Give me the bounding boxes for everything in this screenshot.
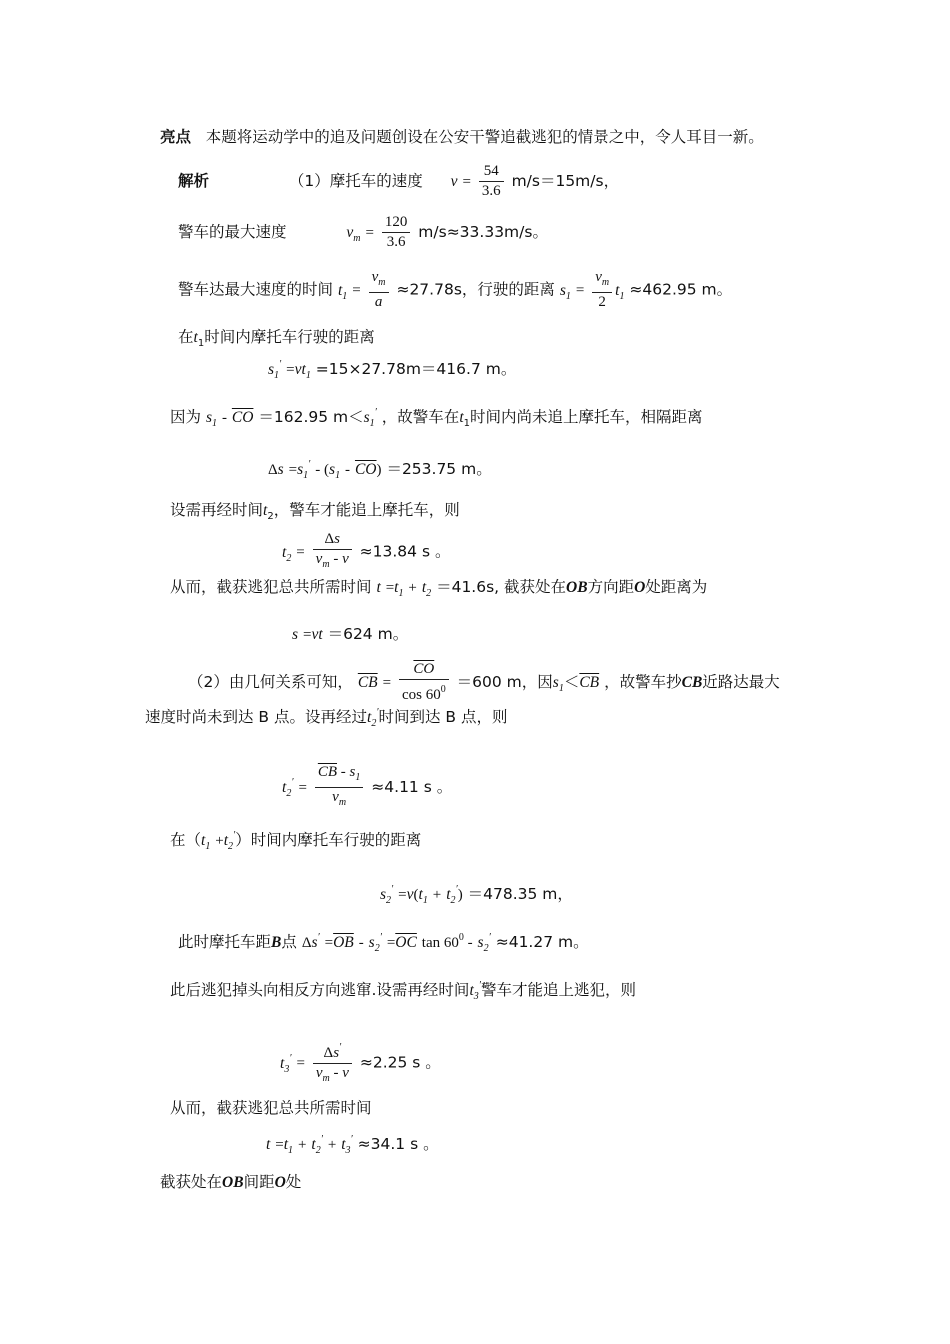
part1-intro: （1）摩托车的速度 [288, 172, 423, 190]
max-speed-fraction: $\frac{120}{3.6}$ [382, 213, 411, 252]
line-t-sum: $t =t_1 + t_2' + t_3' \approx 34.1$ s 。 [266, 1134, 439, 1156]
line-t2prime: $t_2'$ = $\frac{\overline{CB} - s_1}{v_m}$ ≈4.11 s 。 [282, 764, 453, 808]
highlight-line [160, 127, 764, 147]
line-in-t1: 在$t_1$时间内摩托车行驶的距离 [178, 328, 375, 349]
line-escape: 此后逃犯掉头向相反方向逃窜.设需再经时间$t_3'$警车才能追上逃犯，则 [170, 980, 636, 1002]
line-because: 因为 $s_1 - \overline{CO} =162.95$ $m<s_1'$ ，故警车在$t_1$时间内尚未追上摩托车，相隔距离 [170, 407, 703, 429]
line-in-t1t2: 在$(t_1 +t_2')$时间内摩托车行驶的距离 [170, 830, 422, 852]
line-t1: 警车达最大速度的时间 $t_1$ = $\frac{v_m}{a}$ ≈27.78s，行驶的距离 $s_1$ = $\frac{v_m}{2}$ $t_1 \approx 462.95$ m。 [178, 269, 733, 310]
moto-speed-value: m/s＝15m/s， [511, 172, 620, 190]
analysis-label: 解析 [178, 172, 210, 190]
line-t2: $t_2$ = $\frac{\Delta s}{v_m - v}$ ≈13.84 s 。 [282, 531, 451, 570]
line-t2-intro: 设需再经时间$t_2$，警车才能追上摩托车，则 [170, 501, 460, 522]
analysis-line-1: 解析 （1）摩托车的速度 v = $\frac{54}{3.6}$ m/s＝15m/s， [178, 163, 620, 199]
line-s2prime: $s_2' =v(t_1 + t_2') =478.35$ m， [380, 884, 573, 906]
line-max-speed: 警车的最大速度 $v_m$ = $\frac{120}{3.6}$ m/s≈33.33m/s。 [178, 214, 548, 250]
line-s-vt: s =vt ＝624 m。 [292, 625, 409, 643]
line-capture-place: 截获处在OB间距O处 [160, 1173, 302, 1191]
line-delta-s: $\Delta s =s_1' - (s_1 - \overline{CO}) =253.75$ m。 [268, 459, 492, 481]
line-distance-b: 此时摩托车距B点 $\Delta s' =\overline{OB} - s_2' =\overline{OC}$ $\tan 60^0 - s_2' \approx 41.27$ m。 [178, 932, 589, 954]
line-total-time: 从而，截获逃犯总共所需时间 $t =t_1 + t_2 =41.6s$, 截获处在OB方向距O处距离为 [170, 578, 708, 599]
line-s1prime: $s_1' =vt_1 =15\times 27.78m=416.7$ m。 [268, 359, 517, 381]
line-total-time-2: 从而，截获逃犯总共所需时间 [170, 1099, 372, 1117]
speed-fraction: $\frac{54}{3.6}$ [479, 162, 504, 201]
line-part2-b: 速度时尚未到达 B 点。设再经过$t_2'$时间到达 B 点，则 [145, 707, 508, 729]
line-t3prime: $t_3'$ = $\frac{\Delta s'}{v_m - v}$ ≈2.25 s 。 [280, 1038, 441, 1088]
line-part2: （2）由几何关系可知， $\overline{CB}$ = $\frac{\overline{CO}}{\cos 60^0}$ ＝600 m，因$s_1<\overline{CB}$ ，故警车抄CB近路达最大 [188, 661, 780, 703]
highlight-label: 亮点 [160, 128, 192, 146]
highlight-text: 本题将运动学中的追及问题创设在公安干警追截逃犯的情景之中，令人耳目一新。 [205, 128, 764, 146]
